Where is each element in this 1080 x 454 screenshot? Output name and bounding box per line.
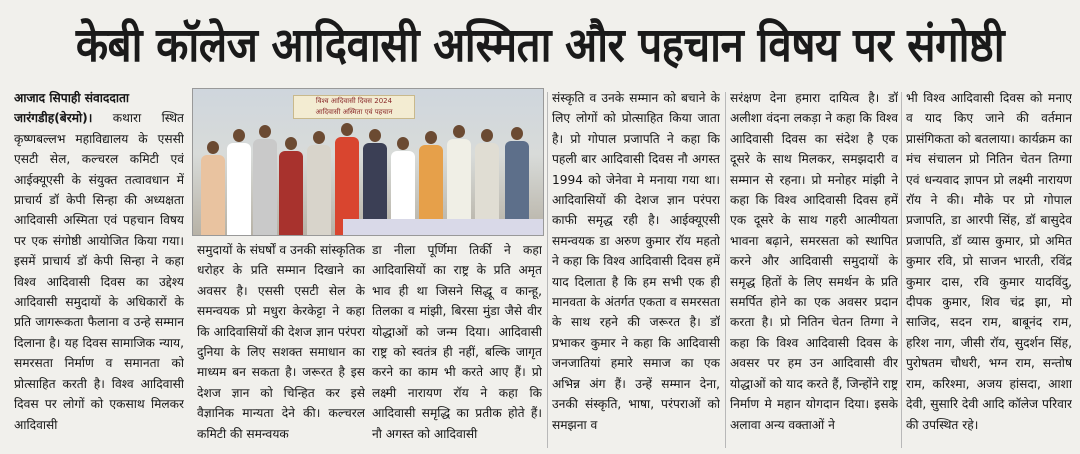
- byline: आजाद सिपाही संवाददाता: [14, 91, 130, 105]
- column-divider: [901, 92, 902, 448]
- banner-line-2: आदिवासी अस्मिता एवं पहचान: [315, 108, 393, 116]
- article-column-1: [14, 88, 184, 448]
- article-column-4: [552, 88, 720, 448]
- table-cloth: [343, 219, 543, 235]
- column-4-text: संस्कृति व उनके सम्मान को बचाने के लिए लोगों को प्रोत्साहित किया जाता है। प्रो गोपाल प्रजापति ने कहा कि पहली बार आदिवासी दिवस नौ अगस्त 1994 को जेनेवा मे मनाया गया था। आदिवासियों की देशज ज्ञान परंपरा काफी समृद्ध रही है। आईक्यूएसी समन्वयक डा अरुण कुमार रॉय महतो ने कहा कि विश्व आदिवासी दिवस हमें याद दिलाता है कि हम सभी एक ही मानवता के अंतर्गत एकता व समरसता के साथ रहने की जरूरत है। डॉ प्रभाकर कुमार ने कहा कि आदिवासी जनजातियां हमारे समाज का एक अभिन्न अंग हैं। उन्हें सम्मान देना, उनकी संस्कृति, भाषा, परंपराओं को समझना व: [552, 91, 720, 432]
- headline: केबी कॉलेज आदिवासी अस्मिता और पहचान विषय पर संगोष्ठी: [75, 16, 1005, 72]
- column-5-text: सरंक्षण देना हमारा दायित्व है। डॉ अलीशा वंदना लकड़ा ने कहा कि विश्व आदिवासी दिवस का संदेश है एक दूसरे के साथ मिलकर, समझदारी व सम्मान से रहना। प्रो मनोहर मांझी ने कहा कि विश्व आदिवासी दिवस हमें एक दूसरे के साथ गहरी आत्मीयता भावना बढ़ाने, समरसता को स्थापित करने और आदिवासी समुदायों के समृद्ध हितों के लिए समर्थन के प्रति समर्पित होने का एक अवसर प्रदान करता है। प्रो नितिन चेतन तिग्गा ने कहा कि विश्व आदिवासी दिवस के अवसर पर हम उन आदिवासी वीर योद्धाओं को याद करते हैं, जिन्होंने राष्ट्र निर्माण मे महान योगदान दिया। इसके अलावा अन्य वक्ताओं ने: [730, 91, 898, 432]
- event-banner: [293, 95, 415, 119]
- article-column-3: [372, 240, 542, 448]
- article-column-5: [730, 88, 898, 448]
- article-column-6: [906, 88, 1072, 448]
- article-column-2: [197, 240, 365, 448]
- column-6-text: भी विश्व आदिवासी दिवस को मनाए व याद किए जाने की वर्तमान प्रासंगिकता को बतलाया। कार्यक्रम का मंच संचालन प्रो नितिन चेतन तिग्गा एवं धन्यवाद ज्ञापन प्रो लक्ष्मी नारायण रॉय ने की। मौके पर प्रो गोपाल प्रजापति, डा आरपी सिंह, डॉ बासुदेव प्रजापति, डॉ व्यास कुमार, प्रो अमित कुमार रवि, प्रो साजन भारती, रविंद्र कुमार दास, रवि कुमार यादविंदु, दीपक कुमार, शिव चंद्र झा, मो साजिद, सदन राम, बाबूनंद राम, हरिश नाग, जीसी रॉय, सुदर्शन सिंह, पुरोषतम चौधरी, भग्न राम, सन्तोष राम, करिश्मा, अजय हांसदा, आशा देवी, सुसारि देवी आदि कॉलेज परिवार की उपस्थित रहे।: [906, 91, 1072, 432]
- column-3-text: डा नीला पूर्णिमा तिर्की ने कहा आदिवासियों का राष्ट्र के प्रति अमृत भाव ही था जिसने सिद्धू व कान्हू, तिलका व मांझी, बिरसा मुंडा जैसे वीर योद्धाओं को जन्म दिया। आदिवासी राष्ट्र को स्वतंत्र ही नहीं, बल्कि जागृत करने का काम भी करते आए हैं। प्रो लक्ष्मी नारायण रॉय ने कहा कि आदिवासी समृद्धि का प्रतीक होते हैं। नौ अगस्त को आदिवासी: [372, 243, 542, 441]
- column-1-text: कथारा स्थित कृष्णबल्लभ महाविद्यालय के एससी एसटी सेल, कल्चरल कमिटी एवं आईक्यूएसी के संयुक्त तत्वावधान में प्राचार्य डॉ केपी सिन्हा की अध्यक्षता आदिवासी अस्मिता एवं पहचान विषय पर एक संगोष्ठी आयोजित किया गया। इसमें प्राचार्य डॉ केपी सिन्हा ने कहा विश्व आदिवासी दिवस का उद्देश्य आदिवासी समुदायों के अधिकारों के प्रति जागरूकता फैलाना व उन्हे सम्मान दिलाना है। यह दिवस सामाजिक न्याय, समरसता निर्माण व समानता को प्रोत्साहित करती है। विश्व आदिवासी दिवस पर लोगों को एकसाथ मिलकर आदिवासी: [14, 111, 184, 432]
- column-2-text: समुदायों के संघर्षों व उनकी सांस्कृतिक धरोहर के प्रति सम्मान दिखाने का अवसर है। एससी एसटी सेल के समन्वयक प्रो मधुरा केरकेट्टा ने कहा कि आदिवासियों की देशज ज्ञान परंपरा दुनिया के लिए सशक्त समाधान का माध्यम बन सकता है। जरूरत है इस देशज ज्ञान को चिन्हित कर इसे वैज्ञानिक मान्यता देने की। कल्चरल कमिटी की समन्वयक: [197, 243, 365, 441]
- event-photo: [192, 88, 544, 236]
- column-divider: [725, 92, 726, 448]
- banner-line-1: विश्व आदिवासी दिवस 2024: [315, 97, 393, 105]
- dateline: जारंगडीह(बेरमो)।: [14, 111, 93, 126]
- column-divider: [547, 92, 548, 448]
